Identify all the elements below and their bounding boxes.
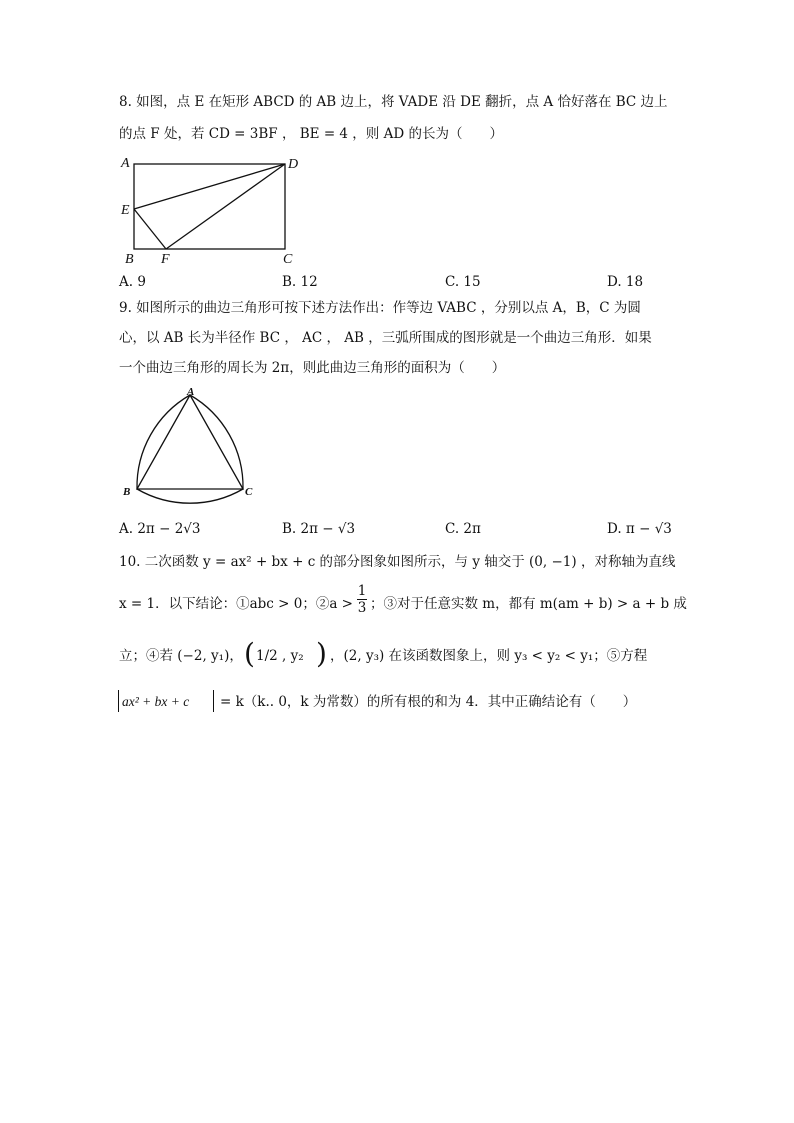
q10-text-line-3b: ，(2, y₃) 在该函数图象上，则 y₃ < y₂ < y₁；⑤方程 (330, 648, 648, 664)
q10-text-line-1: 10. 二次函数 y = ax² + bx + c 的部分图象如图所示，与 y 轴交于 (0, −1) ，对称轴为直线 (119, 554, 676, 570)
q9-text-line-3: 一个曲边三角形的周长为 2π，则此曲边三角形的面积为（ ） (119, 360, 506, 376)
fraction-denominator: 3 (357, 600, 367, 616)
label-f: F (161, 252, 170, 267)
label-a: A (187, 386, 195, 398)
label-b: B (123, 486, 131, 498)
q9-text-line-1: 9. 如图所示的曲边三角形可按下述方法作出：作等边 VABC ，分别以点 A，B，C 为圆 (119, 300, 641, 316)
label-d: D (288, 157, 299, 172)
q8-option-c: C. 15 (445, 274, 481, 290)
label-a: A (121, 156, 130, 171)
arc-bc (137, 489, 243, 503)
q8-text-line-2: 的点 F 处，若 CD = 3BF ， BE = 4 ，则 AD 的长为（ ） (119, 126, 503, 142)
q9-option-a: A. 2π − 2√3 (119, 521, 201, 537)
q8-text-line-1: 8. 如图，点 E 在矩形 ABCD 的 AB 边上，将 VADE 沿 DE 翻折，点 A 恰好落在 BC 边上 (119, 94, 668, 110)
q10-text-line-4b: = k（k.. 0，k 为常数）的所有根的和为 4．其中正确结论有（ ） (220, 694, 637, 710)
q9-text-line-2: 心，以 AB 长为半径作 BC ， AC ， AB ，三弧所围成的图形就是一个曲边三角形．如果 (119, 330, 652, 346)
q10-text-line-2b: ；③对于任意实数 m，都有 m(am + b) > a + b 成 (370, 596, 687, 612)
q9-option-c: C. 2π (445, 521, 481, 537)
triangle-abc (137, 395, 243, 489)
q10-abs-expression: ax² + bx + c (122, 694, 190, 709)
q9-option-d: D. π − √3 (607, 521, 672, 537)
label-b: B (125, 252, 134, 267)
label-c: C (283, 252, 293, 267)
paren-right: ) (316, 637, 327, 670)
q8-option-a: A. 9 (119, 274, 146, 290)
q8-option-d: D. 18 (607, 274, 644, 290)
q8-option-b: B. 12 (282, 274, 318, 290)
q10-text-line-2a: x = 1．以下结论：①abc > 0；②a > (119, 596, 353, 612)
q10-text-line-3a: 立；④若 (−2, y₁)， (119, 648, 243, 664)
label-e: E (121, 203, 130, 218)
abs-bar-right (213, 690, 214, 712)
q10-point-half: 1/2 , y₂ (256, 648, 304, 664)
paren-left: ( (244, 637, 255, 670)
q9-option-b: B. 2π − √3 (282, 521, 356, 537)
fraction-one-third (356, 583, 368, 616)
label-c: C (245, 486, 253, 498)
abs-bar-left (118, 690, 119, 712)
fraction-numerator: 1 (357, 583, 367, 599)
